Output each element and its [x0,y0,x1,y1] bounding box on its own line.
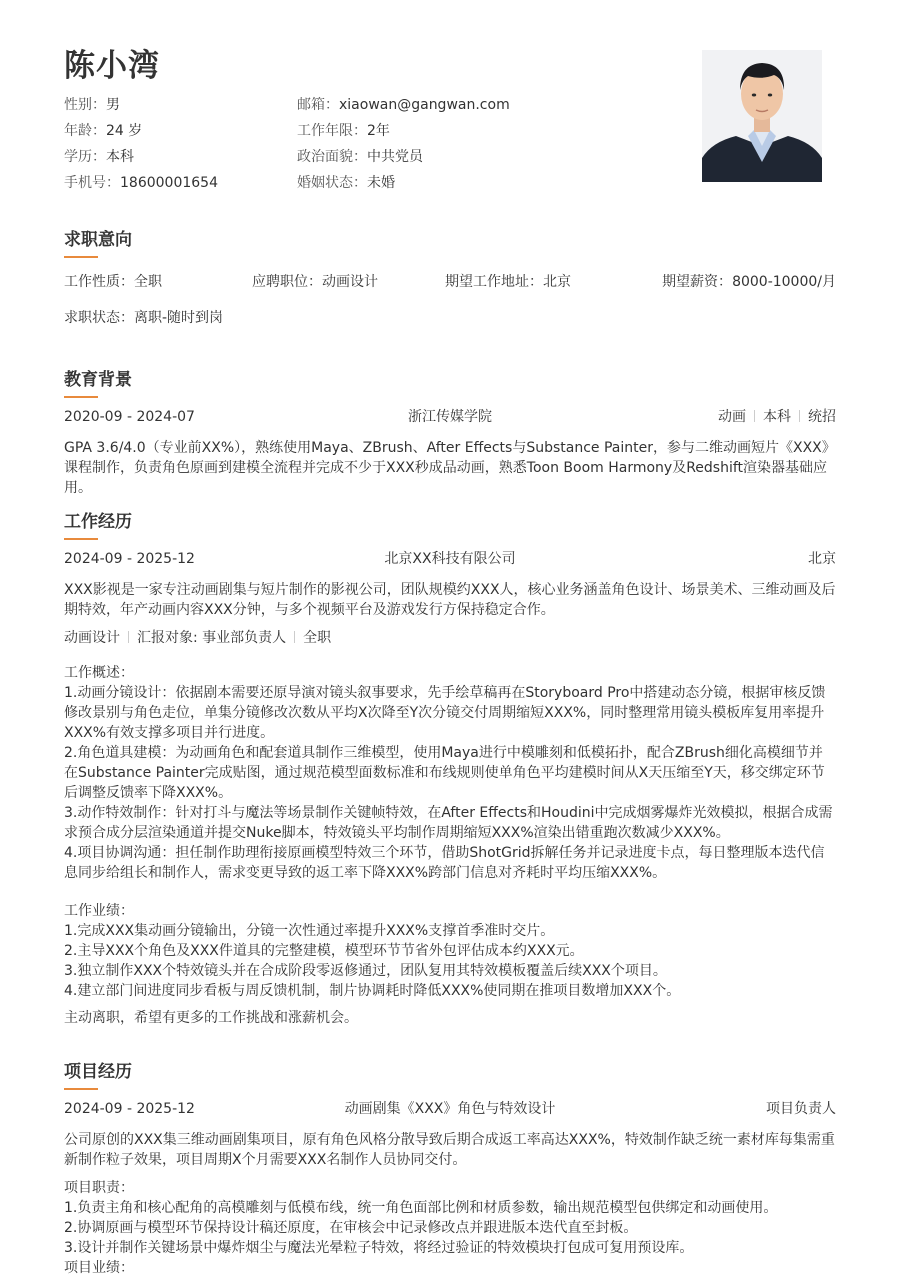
intent-value: 动画设计 [322,274,378,290]
overview-label: 工作概述： [64,665,134,681]
overview-item: 1.动画分镜设计：依据剧本需要还原导演对镜头叙事要求，先手绘草稿再在Storyboard Pro中搭建动态分镜，根据审核反馈修改景别与角色走位，单集分镜修改次数从平均X次降至Y次分镜交付周期缩短XXX%，同时整理常用镜头模板库复用率提升XXX%有效支撑多项目并行进度。 [64,685,826,741]
profile-photo [702,50,822,182]
intent-item [660,272,836,292]
overview-item: 2.角色道具建模：为动画角色和配套道具制作三维模型，使用Maya进行中模雕刻和低模拓扑，配合ZBrush细化高模细节并在Substance Painter完成贴图，通过规范模型面数标准和布线规则使单角色平均建模时间从X天压缩至Y天，移交绑定环节后调整反馈率下降XXX%。 [64,745,825,801]
info-value: 本科 [106,149,134,165]
section-title-education: 教育背景 [64,370,132,390]
intent-value: 全职 [134,274,162,290]
info-value: 中共党员 [367,149,423,165]
duty-item: 2.协调原画与模型环节保持设计稿还原度，在审核会中记录修改点并跟进版本迭代直至封板。 [64,1220,638,1236]
phone-value: 18600001654 [120,175,218,191]
work-period: 2024-09 - 2025-12 [64,551,195,567]
work-overview [64,663,836,883]
work-tag: 汇报对象: 事业部负责人 [137,630,287,646]
achievement-item: 1.完成XXX集动画分镜输出，分镜一次性通过率提升XXX%支撑首季准时交片。 [64,923,555,939]
intent-key: 期望工作地址： [445,274,543,290]
project-header [64,1099,836,1119]
info-row [64,148,684,174]
project-duties [64,1178,836,1278]
project-period: 2024-09 - 2025-12 [64,1101,195,1117]
info-value: 2年 [367,123,390,139]
work-city: 北京 [808,551,836,567]
company-intro: XXX影视是一家专注动画剧集与短片制作的影视公司，团队规模约XXX人，核心业务涵盖角色设计、场景美术、三维动画及后期特效，年产动画内容XXX分钟，与多个视频平台及游戏发行方保持稳定合作。 [64,582,836,618]
education-tag: 统招 [808,409,836,425]
info-key: 手机号： [64,175,120,191]
education-header [64,407,836,427]
education-tag: 本科 [763,409,791,425]
overview-item: 4.项目协调沟通：担任制作助理衔接原画模型特效三个环节，借助ShotGrid拆解任务并记录进度卡点，每日整理版本迭代信息同步给组长和制作人，需求变更导致的返工率下降XXX%跨部门信息对齐耗时平均压缩XXX%。 [64,845,825,881]
intent-key: 应聘职位： [252,274,322,290]
project-intro: 公司原创的XXX集三维动画剧集项目，原有角色风格分散导致后期合成返工率高达XXX%，特效制作缺乏统一素材库每集需重新制作粒子效果，项目周期X个月需要XXX名制作人员协同交付。 [64,1132,835,1168]
education-period: 2020-09 - 2024-07 [64,409,195,425]
intent-row [64,272,836,292]
intent-item [64,272,252,292]
intent-value: 北京 [543,274,571,290]
section-accent-bar [64,256,98,258]
tag-divider [294,631,295,643]
education-tag: 动画 [718,409,746,425]
tag-divider [128,631,129,643]
info-key: 政治面貌： [297,149,367,165]
section-title-intent: 求职意向 [64,230,132,250]
section-title-project: 项目经历 [64,1062,132,1082]
status-value: 离职-随时到岗 [134,310,224,326]
achievement-item: 2.主导XXX个角色及XXX件道具的完整建模，模型环节节省外包评估成本约XXX元。 [64,943,584,959]
work-tags [64,628,836,648]
education-tags [579,407,836,427]
intent-key: 期望薪资： [662,274,733,290]
info-key: 学历： [64,149,106,165]
info-key: 婚姻状态： [297,175,367,191]
intent-status [64,308,836,328]
info-row [64,96,684,122]
intent-item [252,272,445,292]
work-achievements [64,901,836,1001]
section-accent-bar [64,1088,98,1090]
intent-value: 8000-10000/月 [732,274,836,290]
work-tag: 全职 [303,630,332,646]
portrait-image [702,50,822,182]
info-row [64,174,684,200]
intent-key: 工作性质： [64,274,134,290]
achievement-label: 工作业绩： [64,903,134,919]
overview-item: 3.动作特效制作：针对打斗与魔法等场景制作关键帧特效，在After Effects和Houdini中完成烟雾爆炸光效模拟，根据合成需求预合成分层渲染通道并提交Nuke脚本，特效镜头平均制作周期缩短XXX%渲染出错重跑次数减少XXX%。 [64,805,833,841]
tag-divider [799,410,800,422]
work-header [64,549,836,569]
info-row [64,122,684,148]
duty-item: 3.设计并制作关键场景中爆炸烟尘与魔法光晕粒子特效，将经过验证的特效模块打包成可复用预设库。 [64,1240,694,1256]
tag-divider [754,410,755,422]
section-accent-bar [64,538,98,540]
info-value: 未婚 [367,175,395,191]
candidate-name: 陈小湾 [64,48,160,84]
duty-item: 1.负责主角和核心配角的高模雕刻与低模布线，统一角色面部比例和材质参数，输出规范模型包供绑定和动画使用。 [64,1200,778,1216]
project-achievement-label: 项目业绩： [64,1260,134,1276]
section-title-work: 工作经历 [64,512,132,532]
status-key: 求职状态： [64,310,134,326]
education-description: GPA 3.6/4.0（专业前XX%），熟练使用Maya、ZBrush、After Effects与Substance Painter，参与二维动画短片《XXX》课程制作，负责角色原画到建模全流程并完成不少于XXX秒成品动画，熟悉Toon Boom Harmony及Redshift渲染器基础应用。 [64,440,836,496]
email-value: xiaowan@gangwan.com [339,97,510,113]
info-value: 男 [106,97,120,113]
leave-reason: 主动离职，希望有更多的工作挑战和涨薪机会。 [64,1010,358,1026]
duty-label: 项目职责： [64,1180,134,1196]
project-role: 项目负责人 [766,1101,836,1117]
achievement-item: 3.独立制作XXX个特效镜头并在合成阶段零返修通过，团队复用其特效模板覆盖后续XXX个项目。 [64,963,667,979]
info-key: 邮箱： [297,97,339,113]
school-name: 浙江传媒学院 [408,409,492,425]
intent-item [445,272,660,292]
info-key: 年龄： [64,123,106,139]
company-name: 北京XX科技有限公司 [384,551,516,567]
achievement-item: 4.建立部门间进度同步看板与周反馈机制，制片协调耗时降低XXX%使同期在推项目数增加XXX个。 [64,983,681,999]
info-key: 工作年限： [297,123,367,139]
work-tag: 动画设计 [64,630,120,646]
info-key: 性别： [64,97,106,113]
project-name: 动画剧集《XXX》角色与特效设计 [344,1101,556,1117]
info-value: 24 岁 [106,123,143,139]
section-accent-bar [64,396,98,398]
basic-info [64,96,684,200]
